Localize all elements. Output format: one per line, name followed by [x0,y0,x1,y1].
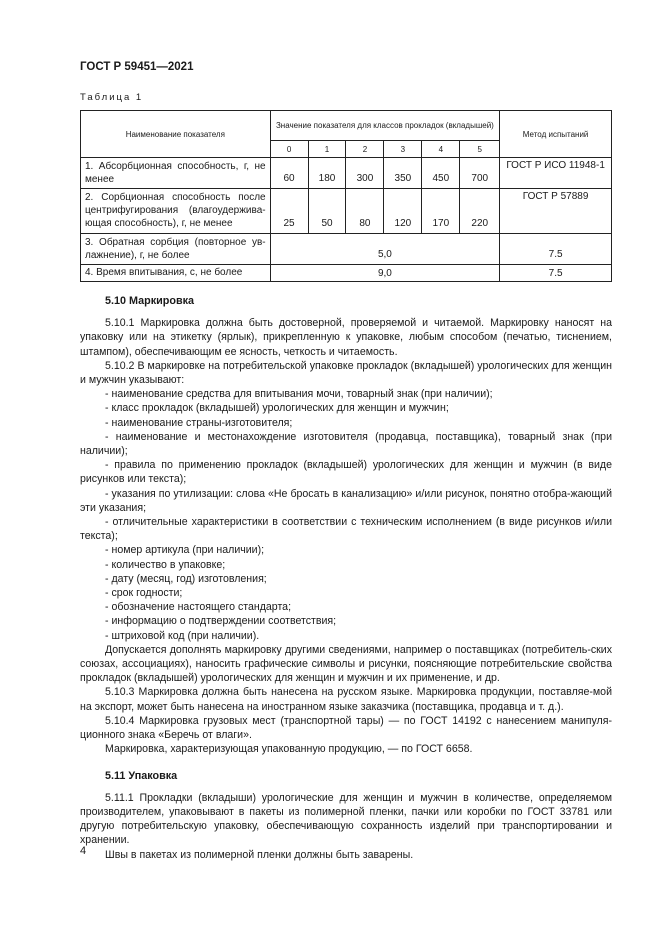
cell-value: 60 [270,158,308,189]
row-name: 4. Время впитывания, с, не более [81,265,271,282]
paragraph: 5.10.4 Маркировка грузовых мест (транспортной тары) — по ГОСТ 14192 с нанесением манипуля-ционного знака «Беречь от влаги». [80,714,612,742]
paragraph: - штриховой код (при наличии). [105,629,260,642]
document-body [80,294,612,862]
cell-value: 220 [460,189,500,234]
row-method: 7.5 [500,265,612,282]
cell-value: 170 [422,189,460,234]
cell-value: 180 [308,158,346,189]
cell-value: 300 [346,158,384,189]
paragraph: - класс прокладок (вкладышей) урологических для женщин и мужчин; [105,402,449,415]
cell-value: 50 [308,189,346,234]
class-header: 0 [270,141,308,158]
table-row [81,265,612,282]
cell-value: 80 [346,189,384,234]
header-method: Метод испытаний [500,111,612,158]
section-heading: 5.10 Маркировка [105,295,195,307]
row-name: 3. Обратная сорбция (повторное ув-лажнение), г, не более [81,234,271,265]
paragraph: 5.10.2 В маркировке на потребительской упаковке прокладок (вкладышей) урологических для женщин и мужчин указывают: [80,359,612,387]
paragraph: - отличительные характеристики в соответствии с техническим исполнением (в виде рисунков и/или текста); [80,516,612,543]
row-method: ГОСТ Р 57889 [500,189,612,234]
paragraph: - правила по применению прокладок (вкладышей) урологических для женщин и мужчин (в виде рисунков или текста); [80,459,612,486]
class-header: 2 [346,141,384,158]
page-number: 4 [80,845,87,857]
paragraph: - указания по утилизации: слова «Не бросать в канализацию» и/или рисунок, понятно отобра-жающий эти указания; [80,487,612,514]
paragraph: 5.11.1 Прокладки (вкладыши) урологические для женщин и мужчин в количестве, определяемом производителем, упаковывают в пакеты из полимерной пленки, пачки или коробки по ГОСТ 33781 или другую потребительскую упаковку, обеспечивающую сохранность изделий при транспортировании и хранении. [80,791,612,847]
paragraph: - информацию о подтверждении соответствия; [105,615,337,628]
paragraph: - наименование средства для впитывания мочи, товарный знак (при наличии); [105,388,493,401]
paragraph: - наименование страны-изготовителя; [105,416,293,429]
cell-value: 5,0 [270,234,500,265]
cell-value: 120 [384,189,422,234]
table-row [81,234,612,265]
section-heading: 5.11 Упаковка [105,769,178,782]
class-header: 3 [384,141,422,158]
paragraph: 5.10.3 Маркировка должна быть нанесена на русском языке. Маркировка продукции, поставляе-мой на экспорт, может быть нанесена на иностранном языке заказчика (поставщика, продавца и т. д.). [80,686,612,713]
paragraph: 5.10.1 Маркировка должна быть достоверной, проверяемой и читаемой. Маркировку наносят на упаковку или на этикетку (ярлык), прикрепленную к упаковке, любым способом (печатью, тиснением, штампом), обеспечивающим ее ясность, четкость и читаемость. [80,317,612,358]
paragraph: Маркировка, характеризующая упакованную продукцию, — по ГОСТ 6658. [105,743,473,756]
cell-value: 350 [384,158,422,189]
paragraph: - обозначение настоящего стандарта; [105,601,292,614]
row-method: ГОСТ Р ИСО 11948-1 [500,158,612,189]
paragraph: - номер артикула (при наличии); [105,544,265,557]
class-header: 5 [460,141,500,158]
cell-value: 450 [422,158,460,189]
row-name: 2. Сорбционная способность после центрифугирования (влагоудержива-ющая способность), г, не менее [81,189,271,234]
paragraph: - срок годности; [105,587,183,600]
cell-value: 25 [270,189,308,234]
paragraph: Допускается дополнять маркировку другими сведениями, например о поставщиках (потребитель-ских союзах, ассоциациях), наносить графические символы и рисунки, поясняющие потребительские свойства прокладок (вкладышей) урологических для женщин и мужчин и их применение, и др. [80,643,612,685]
specs-table [80,110,612,282]
row-name: 1. Абсорбционная способность, г, не менее [81,158,271,189]
cell-value: 9,0 [270,265,500,282]
paragraph: Швы в пакетах из полимерной пленки должны быть заварены. [105,848,414,861]
paragraph: - дату (месяц, год) изготовления; [105,572,267,585]
cell-value: 700 [460,158,500,189]
table-row [81,189,612,234]
header-name: Наименование показателя [81,111,271,158]
paragraph: - наименование и местонахождение изготовителя (продавца, поставщика), товарный знак (при наличии); [80,430,612,458]
table-caption: Таблица 1 [80,92,144,103]
header-values: Значение показателя для классов прокладок (вкладышей) [270,111,500,141]
document-header: ГОСТ Р 59451—2021 [80,61,194,73]
paragraph: - количество в упаковке; [105,558,226,571]
row-method: 7.5 [500,234,612,265]
class-header: 4 [422,141,460,158]
table-row [81,158,612,189]
class-header: 1 [308,141,346,158]
